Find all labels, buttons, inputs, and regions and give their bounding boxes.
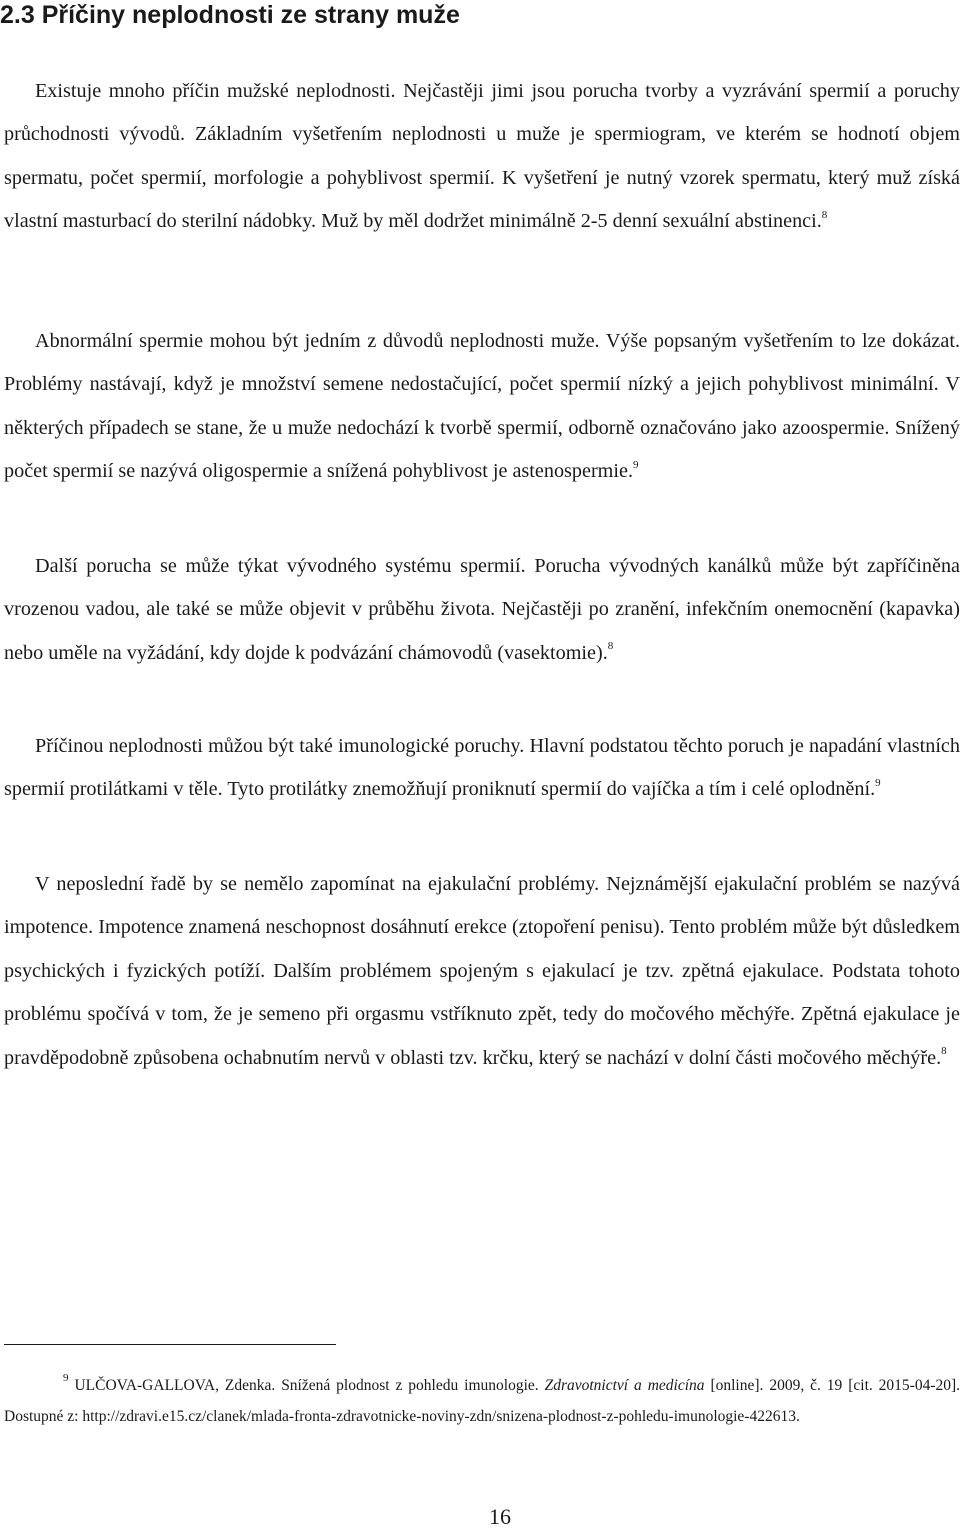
footnote-divider [4,1344,336,1345]
citation-ref: 9 [633,458,639,471]
page-number: 16 [489,1504,511,1529]
citation-ref: 8 [607,640,614,653]
footnote-journal: Zdravotnictví a medicína [544,1377,705,1394]
paragraph-1 [4,70,960,244]
paragraph-text: V neposlední řadě by se nemělo zapomínat na ejakulační problémy. Nejznámější ejakulační problém se nazývá impotence. Impotence znamená neschopnost dosáhnutí erekce (ztopoření penisu). Tento problém může být důsledkem psychických i fyzických potíží. Dalším problémem spojeným s ejakulací je tzv. zpětná ejakulace. Podstata tohoto problému spočívá v tom, že je semeno při orgasmu vstříknuto zpět, tedy do močového měchýře. Zpětná ejakulace je pravděpodobně způsobena ochabnutím nervů v oblasti tzv. krčku, který se nachází v dolní části močového měchýře. [4,873,960,1069]
footnote [4,1370,960,1432]
citation-ref: 9 [875,777,881,790]
paragraph-2 [4,320,960,494]
section-heading: 2.3 Příčiny neplodnosti ze strany muže [0,1,460,29]
footnote-number: 9 [63,1371,69,1384]
citation-ref: 8 [941,1045,947,1058]
paragraph-5 [4,863,960,1080]
footnote-title: Snížená plodnost z pohledu imunologie. [281,1377,539,1394]
paragraph-text: Příčinou neplodnosti můžou být také imunologické poruchy. Hlavní podstatou těchto poruch je napadání vlastních spermií protilátkami v těle. Tyto protilátky znemožňují proniknutí spermií do vajíčka a tím i celé oplodnění. [4,735,960,801]
paragraph-text: Existuje mnoho příčin mužské neplodnosti. Nejčastěji jimi jsou porucha tvorby a vyzrávání spermií a poruchy průchodnosti vývodů. Základním vyšetřením neplodnosti u muže je spermiogram, ve kterém se hodnotí objem spermatu, počet spermií, morfologie a pohyblivost spermií. K vyšetření je nutný vzorek spermatu, který muž získá vlastní masturbací do sterilní nádobky. Muž by měl dodržet minimálně 2-5 denní sexuální abstinenci. [4,80,960,233]
paragraph-text: Další porucha se může týkat vývodného systému spermií. Porucha vývodných kanálků může být zapříčiněna vrozenou vadou, ale také se může objevit v průběhu života. Nejčastěji po zranění, infekčním onemocnění (kapavka) nebo uměle na vyžádání, kdy dojde k podvázání chámovodů (vasektomie). [4,555,960,664]
paragraph-text: Abnormální spermie mohou být jedním z důvodů neplodnosti muže. Výše popsaným vyšetřením to lze dokázat. Problémy nastávají, když je množství semene nedostačující, počet spermií nízký a jejich pohyblivost minimální. V některých případech se stane, že u muže nedochází k tvorbě spermií, odborně označováno jako azoospermie. Snížený počet spermií se nazývá oligospermie a snížená pohyblivost je astenospermie. [4,330,960,483]
paragraph-3 [4,545,960,675]
paragraph-4 [4,725,960,812]
footnote-details: [online]. 2009, č. 19 [cit. 2015-04-20]. Dostupné z: http://zdravi.e15.cz/clanek/mlada-fronta-zdravotnicke-noviny-zdn/snizena-plodnost-z-pohledu-imunologie-422613. [4,1377,960,1425]
footnote-author: ULČOVA-GALLOVA, Zdenka. [74,1377,276,1394]
citation-ref: 8 [821,208,828,221]
